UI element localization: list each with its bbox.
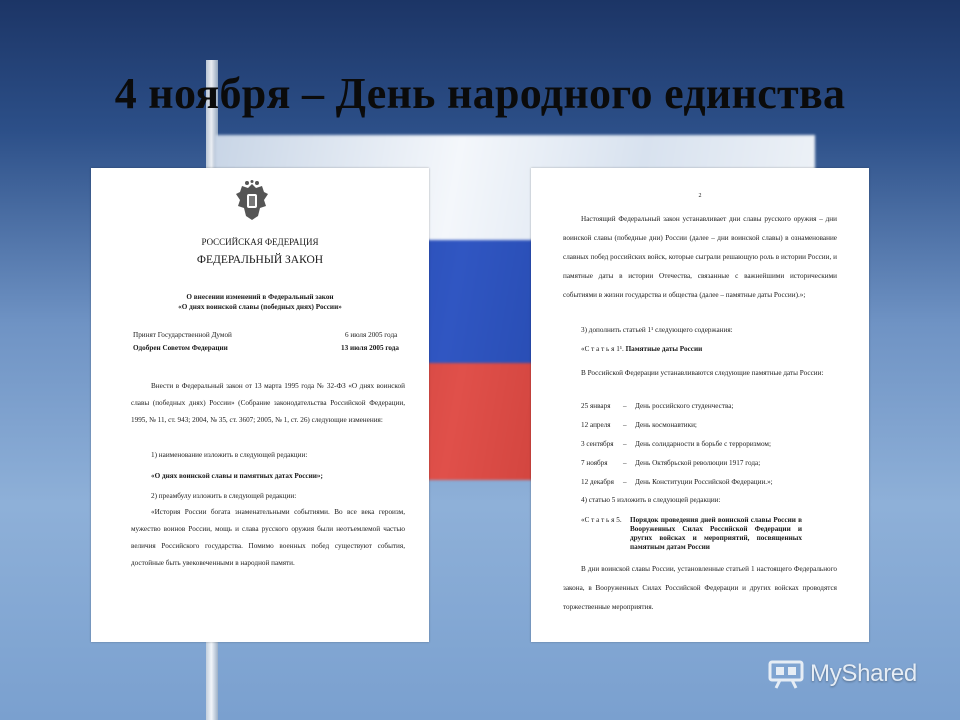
memorial-date-name: День Конституции Российской Федерации.»;: [635, 478, 773, 486]
memorial-date-dash: –: [623, 459, 627, 467]
adopted-date: 6 июля 2005 года: [345, 331, 398, 339]
doc2-item-4: 4) статью 5 изложить в следующей редакции:: [581, 496, 721, 504]
doc2-paragraph-1: Настоящий Федеральный закон устанавливает дни славы русского оружия – дни воинской славы (победные дни) России (далее – дни воинской славы) в ознаменование славных побед российских войск, которые сыграли решающую роль в истории России, и памятные даты в истории Отечества, связанные с важнейшими историческими событиями в жизни государства и общества (далее – памятные даты России).»;: [563, 215, 837, 299]
article-1-heading: [581, 345, 702, 354]
country-name: РОССИЙСКАЯ ФЕДЕРАЦИЯ: [201, 237, 319, 247]
doc1-item-2: 2) преамбулу изложить в следующей редакции:: [151, 492, 297, 500]
memorial-date-name: День российского студенчества;: [635, 402, 734, 410]
projector-icon: [768, 658, 804, 690]
doc2-item-3: 3) дополнить статьей 1¹ следующего содержания:: [581, 326, 733, 334]
memorial-date: 12 декабря: [581, 478, 614, 486]
approved-date: 13 июля 2005 года: [341, 344, 400, 352]
memorial-date-name: День Октябрьской революции 1917 года;: [635, 459, 761, 467]
law-type: ФЕДЕРАЛЬНЫЙ ЗАКОН: [196, 254, 324, 266]
law-document-page-2: [531, 168, 869, 642]
approved-label: Одобрен Советом Федерации: [133, 344, 228, 352]
memorial-date-dash: –: [623, 440, 627, 448]
memorial-date: 12 апреля: [581, 421, 611, 429]
doc1-item-1: 1) наименование изложить в следующей редакции:: [151, 451, 308, 459]
memorial-date-dash: –: [623, 421, 627, 429]
doc1-paragraph-1: Внести в Федеральный закон от 13 марта 1995 года № 32-ФЗ «О днях воинской славы (победных днях) России» (Собрание законодательства Российской Федерации, 1995, № 11, ст. 943; 2004, № 35, ст. 3607; 2005, № 1, ст. 26) следующие изменения:: [131, 382, 405, 424]
law-heading-1: О внесении изменений в Федеральный закон: [186, 293, 334, 301]
doc2-paragraph-2: В Российской Федерации устанавливаются следующие памятные даты России:: [581, 369, 824, 377]
doc1-paragraph-2: «История России богата знаменательными событиями. Во все века героизм, мужество воинов России, мощь и слава русского оружия были неотъемлемой частью величия Российского государства. Помимо военных побед существуют события, достойные быть увековеченными в народной памяти.: [131, 508, 405, 567]
article-5-title: Порядок проведения дней воинской славы России в Вооруженных Силах Российской Федерации и других войсках и мероприятий, посвященных памятным датам России: [630, 516, 802, 551]
watermark-text: MyShared: [810, 660, 917, 687]
coat-of-arms-icon: [234, 180, 270, 224]
memorial-date-name: День космонавтики;: [635, 421, 697, 429]
doc2-paragraph-3: В дни воинской славы России, установленные статьей 1 настоящего Федерального закона, в Вооруженных Силах Российской Федерации и других войсках проводятся торжественные мероприятия.: [563, 565, 837, 611]
law-heading-2: «О днях воинской славы (победных днях) России»: [178, 303, 342, 311]
memorial-date-dash: –: [623, 478, 627, 486]
doc1-item-1-text: «О днях воинской славы и памятных датах России»;: [151, 472, 323, 480]
article-1-prefix: «С т а т ь я 1¹.: [581, 345, 624, 353]
law-document-page-1: [91, 168, 429, 642]
memorial-date-name: День солидарности в борьбе с терроризмом;: [635, 440, 771, 448]
memorial-date: 25 января: [581, 402, 611, 410]
adopted-label: Принят Государственной Думой: [133, 331, 232, 339]
memorial-date-dash: –: [623, 402, 627, 410]
article-5-prefix: «С т а т ь я 5.: [581, 516, 622, 524]
article-1-title: Памятные даты России: [625, 345, 703, 353]
page-number: 2: [698, 193, 702, 199]
slide-title: 4 ноября – День народного единства: [114, 69, 846, 118]
memorial-date: 3 сентября: [581, 440, 614, 448]
memorial-date: 7 ноября: [581, 459, 608, 467]
myshared-watermark: [768, 656, 917, 692]
